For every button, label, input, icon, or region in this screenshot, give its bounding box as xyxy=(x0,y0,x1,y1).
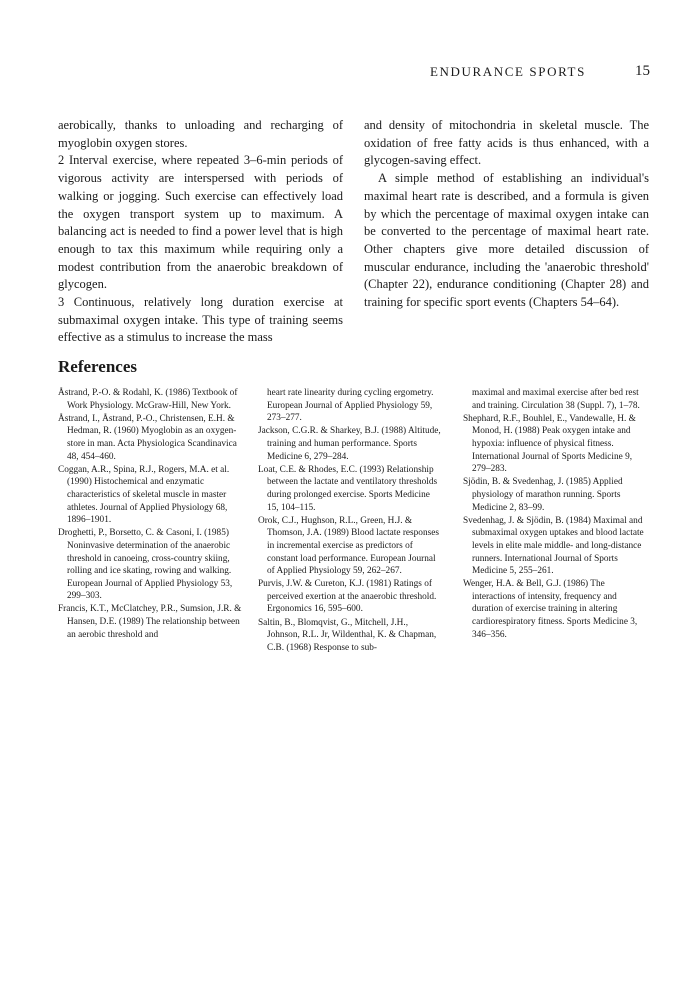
reference-entry: Coggan, A.R., Spina, R.J., Rogers, M.A. et al. (1990) Histochemical and enzymatic characteristics of skeletal muscle in master athletes. Journal of Applied Physiology 68, 1896–1901. xyxy=(58,464,230,526)
references-heading: References xyxy=(58,357,137,376)
reference-entry: Orok, C.J., Hughson, R.L., Green, H.J. & Thomson, J.A. (1989) Blood lactate responses in incremental exercise as predictors of constant load performance. European Journal of Applied Physiology 59, 262–267. xyxy=(258,515,439,577)
running-head-title: ENDURANCE SPORTS xyxy=(430,64,586,79)
body-paragraph: 3 Continuous, relatively long duration exercise at submaximal oxygen intake. This type of training seems effective as a stimulus to increase the mass xyxy=(58,295,343,345)
body-column-right xyxy=(364,117,649,312)
reference-entry: Åstrand, I., Åstrand, P.-O., Christensen, E.H. & Hedman, R. (1960) Myoglobin as an oxygen-store in man. Acta Physiologica Scandinavica 48, 454–460. xyxy=(58,413,237,462)
reference-entry-continued: maximal and maximal exercise after bed rest and training. Circulation 38 (Suppl. 7), 1–78. xyxy=(472,388,640,411)
reference-entry: Droghetti, P., Borsetto, C. & Casoni, I. (1985) Noninvasive determination of the anaerobic threshold in canoeing, cross-country skiing, rolling and ice skating, rowing and walking. European Journal of Applied Physiology 53, 299–303. xyxy=(58,528,233,602)
reference-entry: Sjödin, B. & Svedenhag, J. (1985) Applied physiology of marathon running. Sports Medicine 2, 83–99. xyxy=(463,477,623,513)
reference-entry: Loat, C.E. & Rhodes, E.C. (1993) Relationship between the lactate and ventilatory thresholds during prolonged exercise. Sports Medicine 15, 104–115. xyxy=(258,464,438,513)
reference-entry: Wenger, H.A. & Bell, G.J. (1986) The interactions of intensity, frequency and duration of exercise training in altering cardiorespiratory fitness. Sports Medicine 3, 346–356. xyxy=(463,579,638,640)
body-paragraph: and density of mitochondria in skeletal muscle. The oxidation of free fatty acids is thus enhanced, with a glycogen-saving effect. xyxy=(364,118,649,168)
reference-entry-continued: heart rate linearity during cycling ergometry. European Journal of Applied Physiology 59, 273–277. xyxy=(267,388,434,424)
reference-entry: Åstrand, P.-O. & Rodahl, K. (1986) Textbook of Work Physiology. McGraw-Hill, New York. xyxy=(58,388,238,411)
references-column-2 xyxy=(258,387,443,655)
reference-entry: Shephard, R.F., Bouhlel, E., Vandewalle, H. & Monod, H. (1988) Peak oxygen intake and hypoxia: influence of physical fitness. International Journal of Sports Medicine 9, 279–283. xyxy=(463,413,636,475)
page-number: 15 xyxy=(635,63,650,79)
body-paragraph: 2 Interval exercise, where repeated 3–6-min periods of vigorous activity are interspersed with periods of walking or jogging. Such exercise can effectively load the oxygen transport system up to maximum. A balancing act is needed to find a power level that is high enough to tax this maximum while requiring only a modest contribution from the anaerobic breakdown of glycogen. xyxy=(58,153,343,292)
reference-entry: Saltin, B., Blomqvist, G., Mitchell, J.H., Johnson, R.L. Jr, Wildenthal, K. & Chapman, C.B. (1968) Response to sub- xyxy=(258,617,437,653)
reference-entry: Jackson, C.G.R. & Sharkey, B.J. (1988) Altitude, training and human performance. Sports Medicine 6, 279–284. xyxy=(258,426,441,462)
reference-entry: Purvis, J.W. & Cureton, K.J. (1981) Ratings of perceived exertion at the anaerobic threshold. Ergonomics 16, 595–600. xyxy=(258,579,437,615)
body-paragraph: A simple method of establishing an individual's maximal heart rate is described, and a formula is given by which the percentage of maximal oxygen intake can be converted to the percentage of maximal heart rate. Other chapters give more detailed discussion of muscular endurance, including the 'anaerobic threshold' (Chapter 22), endurance conditioning (Chapter 28) and training for specific sport events (Chapters 54–64). xyxy=(364,171,649,310)
reference-entry: Svedenhag, J. & Sjödin, B. (1984) Maximal and submaximal oxygen uptakes and blood lactate levels in elite male middle- and long-distance runners. International Journal of Sports Medicine 5, 255–261. xyxy=(463,515,644,577)
body-paragraph: aerobically, thanks to unloading and recharging of myoglobin oxygen stores. xyxy=(58,118,343,150)
body-column-left xyxy=(58,117,343,347)
references-column-3 xyxy=(463,387,648,642)
reference-entry: Francis, K.T., McClatchey, P.R., Sumsion, J.R. & Hansen, D.E. (1989) The relationship between an aerobic threshold and xyxy=(58,604,242,640)
references-column-1 xyxy=(58,387,243,642)
